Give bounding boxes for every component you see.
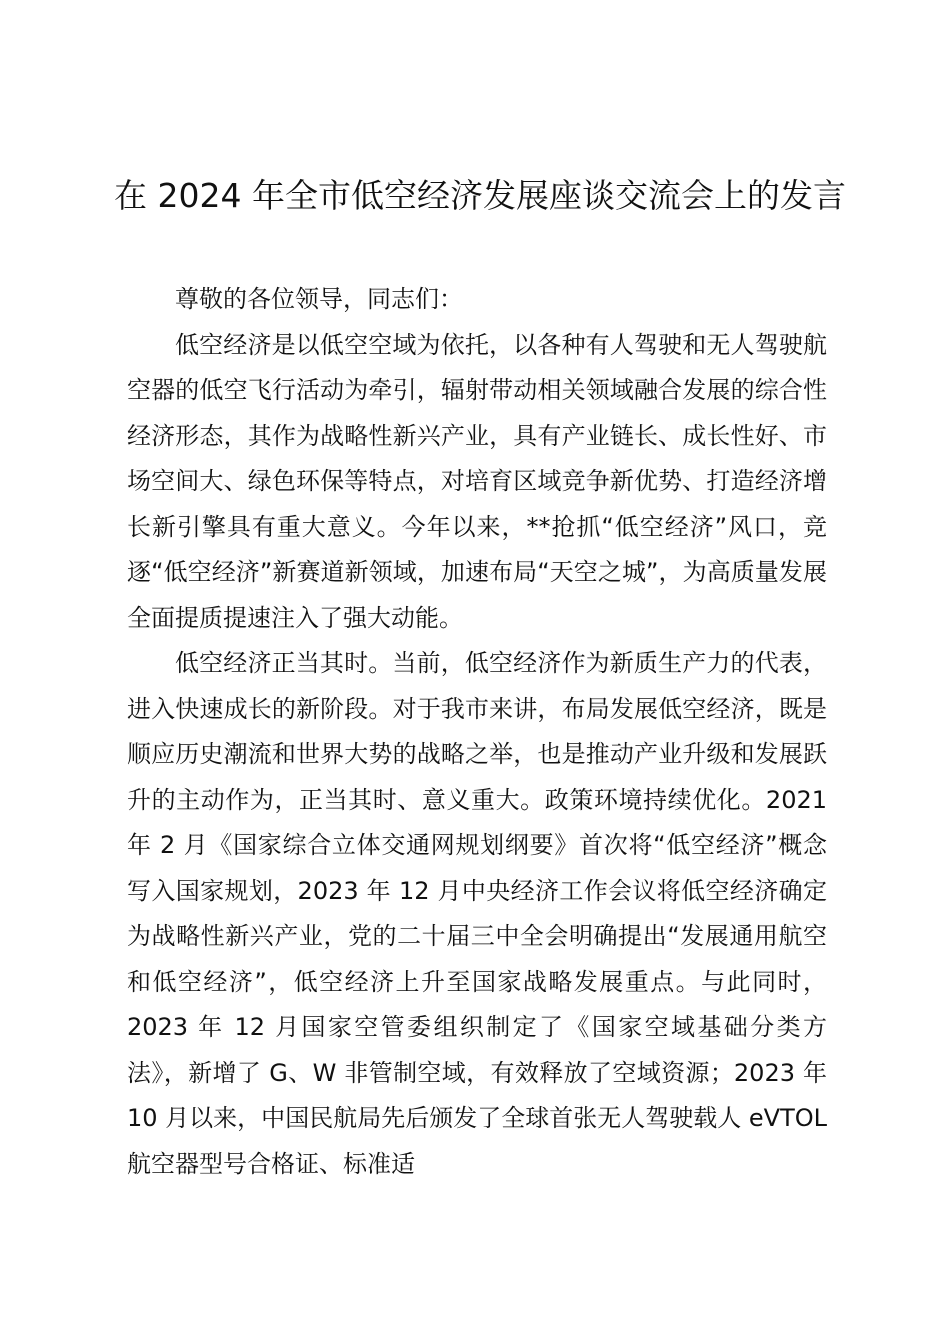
paragraph-2: 低空经济正当其时。当前，低空经济作为新质生产力的代表，进入快速成长的新阶段。对于我市来讲，布局发展低空经济，既是顺应历史潮流和世界大势的战略之举，也是推动产业升级和发展跃升的主动作为，正当其时、意义重大。政策环境持续优化。2021 年 2 月《国家综合立体交通网规划纲要》首次将“低空经济”概念写入国家规划，2023 年 12 月中央经济工作会议将低空经济确定为战略性新兴产业，党的二十届三中全会明确提出“发展通用航空和低空经济”，低空经济上升至国家战略发展重点。与此同时，2023 年 12 月国家空管委组织制定了《国家空域基础分类方法》，新增了 G、W 非管制空域，有效释放了空域资源；2023 年 10 月以来，中国民航局先后颁发了全球首张无人驾驶载人 eVTOL 航空器型号合格证、标准适 bbox=[127, 649, 827, 1178]
document-title: 在 2024 年全市低空经济发展座谈交流会上的发言 bbox=[114, 176, 846, 215]
document-body bbox=[127, 277, 827, 1187]
paragraph-1: 低空经济是以低空空域为依托，以各种有人驾驶和无人驾驶航空器的低空飞行活动为牵引，辐射带动相关领域融合发展的综合性经济形态，其作为战略性新兴产业，具有产业链长、成长性好、市场空间大、绿色环保等特点，对培育区域竞争新优势、打造经济增长新引擎具有重大意义。今年以来，**抢抓“低空经济”风口，竞逐“低空经济”新赛道新领域，加速布局“天空之城”，为高质量发展全面提质提速注入了强大动能。 bbox=[127, 330, 827, 632]
salutation: 尊敬的各位领导，同志们： bbox=[175, 285, 463, 313]
